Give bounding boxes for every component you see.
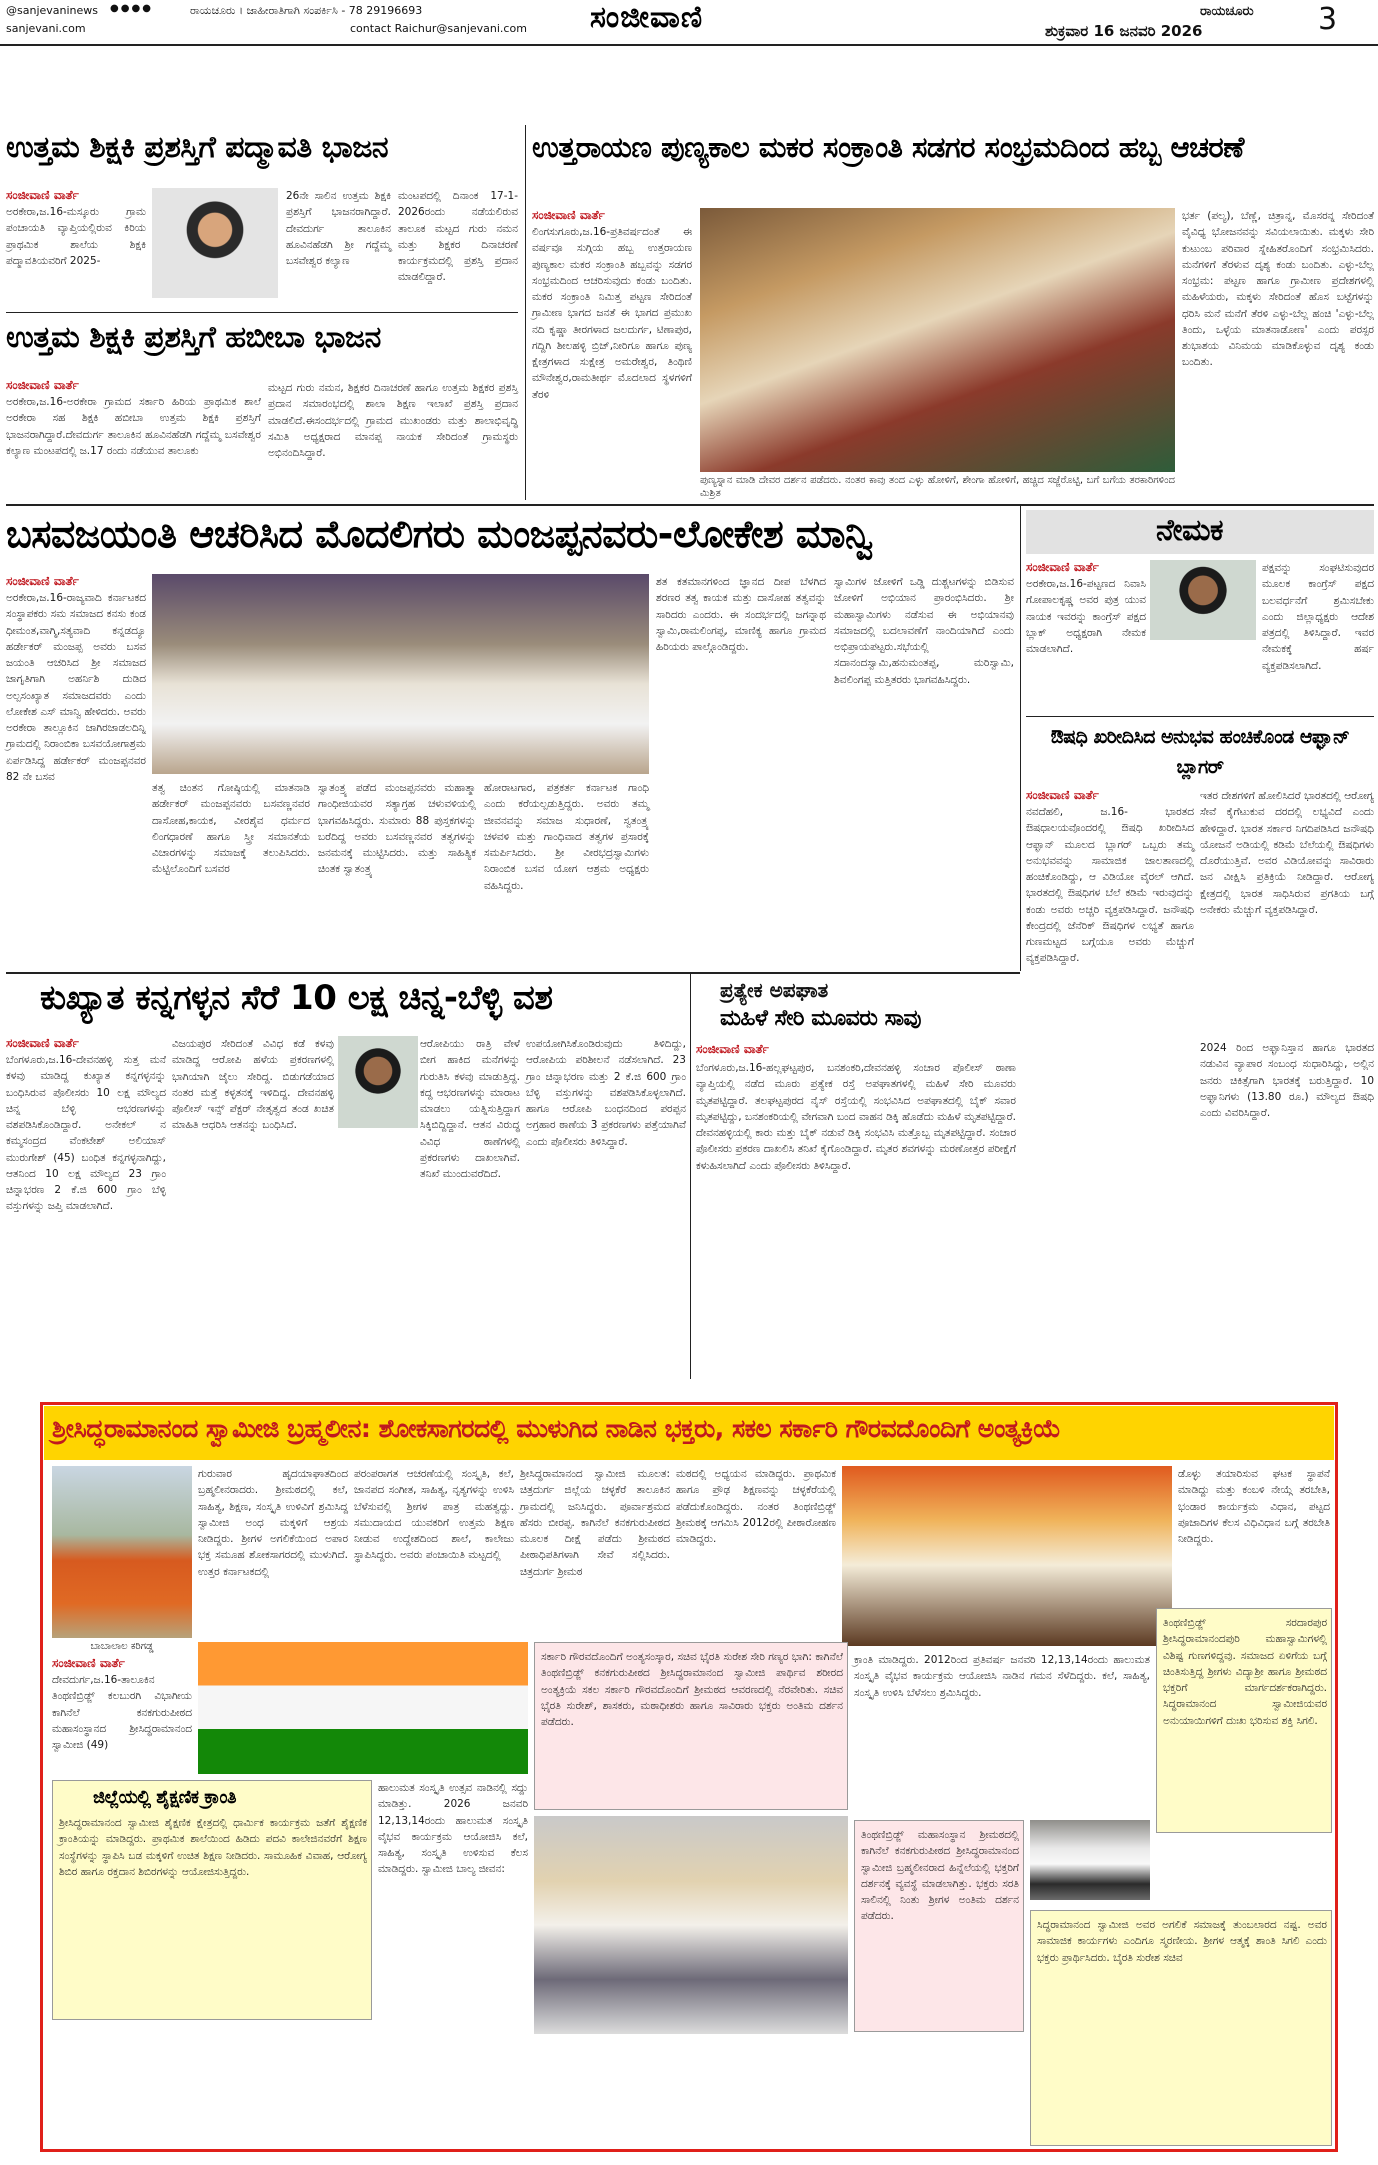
apaghata-kicker: ಪ್ರತ್ಯೇಕ ಅಪಘಾತ — [720, 978, 829, 1002]
article-text: ಬೆಂಗಳೂರು,ಜ.16-ದೇವನಹಳ್ಳಿ ಸುತ್ತ ಮನೆ ಕಳವು ಮಾಡಿದ್ದ ಕುಖ್ಯಾತ ಕನ್ನಗಳ್ಳನನ್ನು ಬಂಧಿಸಿರುವ ಪೊಲೀಸರು 10 ಲಕ್ಷ ಮೌಲ್ಯದ ಚಿನ್ನ ಬೆಳ್ಳಿ ಆಭರಣಗಳನ್ನು ವಶಪಡಿಸಿಕೊಂಡಿದ್ದಾರೆ. ಅನೇಕಲ್ ನ ಕಮ್ಮಸಂದ್ರದ ವೆಂಕಟೇಶ್ ಅಲಿಯಾಸ್ ಮುರುಗೇಶ್ (45) ಬಂಧಿತ ಕನ್ನಗಳ್ಳನಾಗಿದ್ದು, ಆತನಿಂದ 10 ಲಕ್ಷ ಮೌಲ್ಯದ 23 ಗ್ರಾಂ ಚಿನ್ನಾಭರಣ 2 ಕೆ.ಜಿ 600 ಗ್ರಾಂ ಬೆಳ್ಳಿ ವಸ್ತುಗಳನ್ನು ಜಪ್ತಿ ಮಾಡಲಾಗಿದೆ. — [6, 1054, 166, 1213]
article-text: ಸಿದ್ಧರಾಮಾನಂದ ಸ್ವಾಮೀಜಿ ಅವರ ಅಗಲಿಕೆ ಸಮಾಜಕ್ಕೆ ತುಂಬಲಾರದ ನಷ್ಟ. ಅವರ ಸಾಮಾಜಿಕ ಕಾರ್ಯಗಳು ಎಂದಿಗೂ ಸ್ಮರಣೀಯ. ಶ್ರೀಗಳ ಆತ್ಮಕ್ಕೆ ಶಾಂತಿ ಸಿಗಲಿ ಎಂದು ಭಕ್ತರು ಪ್ರಾರ್ಥಿಸಿದರು. ಬೈರತಿ ಸುರೇಶ ಸಚಿವ — [1037, 1919, 1327, 1964]
article-text: ಪರಂಪರಾಗತ ಆಚರಣೆಯಲ್ಲಿ ಸಂಸ್ಕೃತಿ, ಕಲೆ, ಜಾನಪದ ಸಂಗೀತ, ಸಾಹಿತ್ಯ, ನೃತ್ಯಗಳನ್ನು ಉಳಿಸಿ ಬೆಳೆಸುವಲ್ಲಿ ಶ್ರೀಗಳ ಪಾತ್ರ ಮಹತ್ವದ್ದು. ಸಮುದಾಯದ ಯುವಕರಿಗೆ ಉತ್ತಮ ಶಿಕ್ಷಣ ನೀಡುವ ಉದ್ದೇಶದಿಂದ ಶಾಲೆ, ಕಾಲೇಜು ಸ್ಥಾಪಿಸಿದ್ದರು. ಅವರು ಪಂಚಾಯಿತಿ ಮಟ್ಟದಲ್ಲಿ — [354, 1468, 514, 1562]
article-text: ಅರಕೇರಾ,ಜ.16-ರಾಜ್ಯವಾದಿ ಕರ್ನಾಟಕದ ಸಂಸ್ಥಾಪಕರು ಸಮ ಸಮಾಜದ ಕನಸು ಕಂಡ ಧೀಮಂತ,ವಾಗ್ಮಿ,ಸತ್ಯವಾದಿ ಕನ್ನಡದ್ಯೂ ಹರ್ಡೇಕರ್ ಮಂಜಪ್ಪ ಅವರು ಬಸವ ಜಯಂತಿ ಆಚರಿಸಿದ ಶ್ರೀ ಸಮಾಜದ ಜಾಗೃತಿಗಾಗಿ ಅಹರ್ನಿಶಿ ದುಡಿದ ಅಲ್ಪಸಂಖ್ಯಾತ ಸಮಾಜದವರು ಎಂದು ಲೋಕೇಶ ಎಸ್ ಮಾನ್ವಿ ಹೇಳಿದರು. ಅವರು ಅರಕೇರಾ ತಾಲ್ಲೂಕಿನ ಜಾಗಿರಜಾಡಲದಿನ್ನಿ ಗ್ರಾಮದಲ್ಲಿ ನಿರಾಂಬಿಕಾ ಬಸವಯೋಗಾಶ್ರಮ ಏರ್ಪಡಿಸಿದ್ದ ಹರ್ಡೇಕರ್ ಮಂಜಪ್ಪನವರ 82 ನೇ ಬಸವ — [6, 592, 146, 783]
article-text: ಪಕ್ಷವನ್ನು ಸಂಘಟಿಸುವುದರ ಮೂಲಕ ಕಾಂಗ್ರೆಸ್ ಪಕ್ಷದ ಬಲವರ್ಧನೆಗೆ ಶ್ರಮಿಸಬೇಕು ಎಂದು ಜಿಲ್ಲಾಧ್ಯಕ್ಷರು ಆದೇಶ ಪತ್ರದಲ್ಲಿ ತಿಳಿಸಿದ್ದಾರೆ. ಇವರ ನೇಮಕಕ್ಕೆ ಹರ್ಷ ವ್ಯಕ್ತಪಡಿಸಲಾಗಿದೆ. — [1262, 562, 1374, 672]
article-text: ಸರ್ಕಾರಿ ಗೌರವದೊಂದಿಗೆ ಅಂತ್ಯಸಂಸ್ಕಾರ, ಸಚಿವ ಭೈರತಿ ಸುರೇಶ ಸೇರಿ ಗಣ್ಯರ ಭಾಗಿ: ಕಾಗಿನೆಲೆ ತಿಂಥಣಿಬ್ರಿಡ್ಜ್ ಕನಕಗುರುಪೀಠದ ಶ್ರೀಸಿದ್ಧರಾಮಾನಂದ ಸ್ವಾಮೀಜಿ ಪಾರ್ಥಿವ ಶರೀರದ ಅಂತ್ಯಕ್ರಿಯೆ ಸಕಲ ಸರ್ಕಾರಿ ಗೌರವದೊಂದಿಗೆ ಶ್ರೀಮಠದ ಆವರಣದಲ್ಲಿ ನೆರವೇರಿತು. ಸಚಿವ ಭೈರತಿ ಸುರೇಶ್, ಶಾಸಕರು, ಮಠಾಧೀಶರು ಹಾಗೂ ಸಾವಿರಾರು ಭಕ್ತರು ಅಂತಿಮ ದರ್ಶನ ಪಡೆದರು. — [541, 1651, 843, 1729]
website: sanjevani.com — [6, 22, 86, 35]
social-icons — [110, 3, 153, 14]
article-text: ತಿಂಥಣಿಬ್ರಿಡ್ಜ್ ಸರದಾರಪುರ ಶ್ರೀಸಿದ್ಧರಾಮಾನಂದಪುರಿ ಮಹಾಸ್ವಾಮಿಗಳಲ್ಲಿ ವಿಶಿಷ್ಟ ಗುಣಗಳಿದ್ದವು. ಸಮಾಜದ ಏಳಿಗೆಯ ಬಗ್ಗೆ ಚಿಂತಿಸುತ್ತಿದ್ದ ಶ್ರೀಗಳು ವಿದ್ಯಾಶ್ರೀ ಹಾಗೂ ಶ್ರೀಮಠದ ಭಕ್ತರಿಗೆ ಮಾರ್ಗದರ್ಶಕರಾಗಿದ್ದರು. ಸಿದ್ಧರಾಮಾನಂದ ಸ್ವಾಮೀಜಿಯವರ ಅನುಯಾಯಿಗಳಿಗೆ ದುಃಖ ಭರಿಸುವ ಶಕ್ತಿ ಸಿಗಲಿ. — [1163, 1617, 1327, 1727]
article-text: ಅರಕೇರಾ,ಜ.16-ಅರಕೇರಾ ಗ್ರಾಮದ ಸರ್ಕಾರಿ ಹಿರಿಯ ಪ್ರಾಥಮಿಕ ಶಾಲೆ ಅರಕೇರಾ ಸಹ ಶಿಕ್ಷಕಿ ಹಬೀಬಾ ಉತ್ತಮ ಶಿಕ್ಷಕಿ ಪ್ರಶಸ್ತಿಗೆ ಭಾಜನರಾಗಿದ್ದಾರೆ.ದೇವದುರ್ಗ ತಾಲೂಕಿನ ಹೂವಿನಹೆಡಗಿ ಗದ್ದೆಮ್ಮ ಬಸವೇಶ್ವರ ಕಲ್ಯಾಣ ಮಂಟಪದಲ್ಲಿ ಜ.17 ರಂದು ನಡೆಯುವ ತಾಲೂಕು — [6, 396, 261, 457]
byline: ಸಂಜೀವಾಣಿ ವಾರ್ತೆ — [52, 1656, 125, 1670]
masthead — [0, 0, 1378, 120]
article-text: ಇತರ ದೇಶಗಳಿಗೆ ಹೋಲಿಸಿದರೆ ಭಾರತದಲ್ಲಿ ಆರೋಗ್ಯ ಸೇವೆ ಕೈಗೆಟುಕುವ ದರದಲ್ಲಿ ಲಭ್ಯವಿದೆ ಎಂದು ಹೇಳಿದ್ದಾರೆ. ಭಾರತ ಸರ್ಕಾರ ನಿಗದಿಪಡಿಸಿದ ಜನೌಷಧಿ ಯೋಜನೆ ಅಡಿಯಲ್ಲಿ ಕಡಿಮೆ ಬೆಲೆಯಲ್ಲಿ ಔಷಧಿಗಳು ದೊರೆಯುತ್ತಿವೆ. ಅವರ ವಿಡಿಯೋವನ್ನು ಸಾವಿರಾರು ಜನ ವೀಕ್ಷಿಸಿ ಪ್ರತಿಕ್ರಿಯೆ ನೀಡಿದ್ದಾರೆ. ಆರೋಗ್ಯ ಕ್ಷೇತ್ರದಲ್ಲಿ ಭಾರತ ಸಾಧಿಸಿರುವ ಪ್ರಗತಿಯ ಬಗ್ಗೆ ಅನೇಕರು ಮೆಚ್ಚುಗೆ ವ್ಯಕ್ತಪಡಿಸಿದ್ದಾರೆ. — [1200, 790, 1374, 916]
article-text: ಶತ ಕತಮಾನಗಳಿಂದ ಜ್ಞಾನದ ದೀಪ ಬೆಳಗಿದ ಶರಣರ ತತ್ವ ಕಾಯಕ ಮತ್ತು ದಾಸೋಹ ತತ್ವವನ್ನು ಸಾರಿದರು ಎಂದರು. ಈ ಸಂದರ್ಭದಲ್ಲಿ ಜಗನ್ನಾಥ ಸ್ವಾಮಿ,ರಾಮಲಿಂಗಪ್ಪ, ಮಾಣಿಕ್ಯ ಹಾಗೂ ಗ್ರಾಮದ ಹಿರಿಯರು ಪಾಲ್ಗೊಂಡಿದ್ದರು. — [656, 576, 826, 654]
article-text: ಶ್ರೀಸಿದ್ಧರಾಮಾನಂದ ಸ್ವಾಮೀಜಿ ಶೈಕ್ಷಣಿಕ ಕ್ಷೇತ್ರದಲ್ಲಿ ಧಾರ್ಮಿಕ ಕಾರ್ಯಕ್ರಮ ಜತೆಗೆ ಶೈಕ್ಷಣಿಕ ಕ್ರಾಂತಿಯನ್ನು ಮಾಡಿದ್ದರು. ಪ್ರಾಥಮಿಕ ಶಾಲೆಯಿಂದ ಹಿಡಿದು ಪದವಿ ಕಾಲೇಜಿನವರೆಗೆ ಶಿಕ್ಷಣ ಸಂಸ್ಥೆಗಳನ್ನು ಸ್ಥಾಪಿಸಿ ಬಡ ಮಕ್ಕಳಿಗೆ ಉಚಿತ ಶಿಕ್ಷಣ ನೀಡಿದರು. ಸಾಮೂಹಿಕ ವಿವಾಹ, ಆರೋಗ್ಯ ಶಿಬಿರ ಹಾಗೂ ರಕ್ತದಾನ ಶಿಬಿರಗಳನ್ನು ಆಯೋಜಿಸುತ್ತಿದ್ದರು. — [59, 1817, 367, 1878]
divider — [6, 504, 1374, 506]
article-text: ಸ್ವಾಮಿಗಳ ಜೋಳಿಗೆ ಒಡ್ಡಿ ದುಶ್ಚಟಗಳನ್ನು ಬಿಡಿಸುವ ಜೋಳಿಗೆ ಅಭಿಯಾನ ಪ್ರಾರಂಭಿಸಿದರು. ಶ್ರೀ ಮಹಾಸ್ವಾಮಿಗಳು ನಡೆಸುವ ಈ ಅಭಿಯಾನವು ಸಮಾಜದಲ್ಲಿ ಬದಲಾವಣೆಗೆ ನಾಂದಿಯಾಗಿದೆ ಎಂದು ಅಭಿಪ್ರಾಯಪಟ್ಟರು.ಸಭೆಯಲ್ಲಿ ಸದಾನಂದಸ್ವಾಮಿ,ಹನುಮಂತಪ್ಪ, ಮರಿಸ್ವಾಮಿ, ಶಿವಲಿಂಗಪ್ಪ ಮತ್ತಿತರರು ಭಾಗವಹಿಸಿದ್ದರು. — [834, 576, 1014, 686]
photo-devotees — [1030, 1820, 1150, 1900]
issue-date: ಶುಕ್ರವಾರ 16 ಜನವರಿ 2026 — [1045, 22, 1203, 40]
ads-contact: ರಾಯಚೂರು । ಜಾಹೀರಾತಿಗಾಗಿ ಸಂಪರ್ಕಿಸಿ - 78 29196693 — [190, 4, 423, 17]
article-text: ಆರೋಪಿಯು ರಾತ್ರಿ ವೇಳೆ ಬೀಗ ಹಾಕಿದ ಮನೆಗಳನ್ನು ಗುರುತಿಸಿ ಕಳವು ಮಾಡುತ್ತಿದ್ದ. ಕದ್ದ ಆಭರಣಗಳನ್ನು ಮಾರಾಟ ಮಾಡಲು ಯತ್ನಿಸುತ್ತಿದ್ದಾಗ ಸಿಕ್ಕಿಬಿದ್ದಿದ್ದಾನೆ. ಆತನ ವಿರುದ್ಧ ವಿವಿಧ ಠಾಣೆಗಳಲ್ಲಿ ಪ್ರಕರಣಗಳು ದಾಖಲಾಗಿವೆ. ತನಿಖೆ ಮುಂದುವರೆದಿದೆ. — [420, 1038, 520, 1181]
headline-basava: ಬಸವಜಯಂತಿ ಆಚರಿಸಿದ ಮೊದಲಿಗರು ಮಂಜಪ್ಪನವರು-ಲೋಕೇಶ ಮಾನ್ವಿ — [6, 512, 873, 556]
article-text: ಸ್ವಾತಂತ್ರ್ಯ ಪಡೆದ ಮಂಜಪ್ಪನವರು ಮಹಾತ್ಮಾ ಗಾಂಧೀಜಿಯವರ ಸತ್ಯಾಗ್ರಹ ಚಳುವಳಿಯಲ್ಲಿ ಭಾಗವಹಿಸಿದ್ದರು. ಸುಮಾರು 88 ಪುಸ್ತಕಗಳನ್ನು ಬರೆದಿದ್ದ ಅವರು ಬಸವಣ್ಣನವರ ತತ್ವಗಳನ್ನು ಜನಮನಕ್ಕೆ ಮುಟ್ಟಿಸಿದರು. ಮತ್ತು ಸಾಹಿತ್ಯಿಕ ಚಿಂತಕ ಸ್ವಾತಂತ್ರ್ಯ — [318, 782, 476, 876]
article-text: ದೇವದುರ್ಗ,ಜ.16-ತಾಲೂಕಿನ ತಿಂಥಣಿಬ್ರಿಡ್ಜ್ ಕಲಬುರಗಿ ವಿಭಾಗೀಯ ಕಾಗಿನೆಲೆ ಕನಕಗುರುಪೀಠದ ಮಹಾಸಂಸ್ಥಾನದ ಶ್ರೀಸಿದ್ಧರಾಮಾನಂದ ಸ್ವಾಮೀಜಿ (49) — [52, 1674, 192, 1752]
headline-padmavathi: ಉತ್ತಮ ಶಿಕ್ಷಕಿ ಪ್ರಶಸ್ತಿಗೆ ಪದ್ಮಾವತಿ ಭಾಜನ — [6, 130, 389, 165]
social-handle: @sanjevaninews — [6, 4, 99, 17]
article-text: ಹೋರಾಟಗಾರ, ಪತ್ರಕರ್ತ ಕರ್ನಾಟಕ ಗಾಂಧಿ ಎಂದು ಕರೆಯಲ್ಪಡುತ್ತಿದ್ದರು. ಅವರು ತಮ್ಮ ಜೀವನವನ್ನು ಸಮಾಜ ಸುಧಾರಣೆ, ಸ್ವತಂತ್ರ್ಯ ಚಳವಳಿ ಮತ್ತು ಗಾಂಧಿವಾದ ತತ್ವಗಳ ಪ್ರಸಾರಕ್ಕೆ ಸಮರ್ಪಿಸಿದರು. ಶ್ರೀ ವೀರಭದ್ರಸ್ವಾಮಿಗಳು ನಿರಾಂಬಿಕ ಬಸವ ಯೋಗ ಆಶ್ರಮ ಅಧ್ಯಕ್ಷರು ವಹಿಸಿದ್ದರು. — [484, 782, 649, 892]
divider — [6, 972, 1020, 974]
article-text: 2024 ರಿಂದ ಅಫ್ಘಾನಿಸ್ತಾನ ಹಾಗೂ ಭಾರತದ ನಡುವಿನ ವ್ಯಾಪಾರ ಸಂಬಂಧ ಸುಧಾರಿಸಿದ್ದು, ಅಲ್ಲಿನ ಜನರು ಚಿಕಿತ್ಸೆಗಾಗಿ ಭಾರತಕ್ಕೆ ಬರುತ್ತಿದ್ದಾರೆ. 10 ಅಫ್ಘಾನಿಗಳು (13.80 ರೂ.) ಮೌಲ್ಯದ ಔಷಧಿ ಎಂದು ವಿವರಿಸಿದ್ದಾರೆ. — [1200, 1042, 1374, 1120]
photo-ceremony — [842, 1466, 1172, 1646]
column-divider — [690, 974, 691, 1379]
byline: ಸಂಜೀವಾಣಿ ವಾರ್ತೆ — [1026, 560, 1099, 574]
article-text: ತಿಂಥಣಿಬ್ರಿಡ್ಜ್ ಮಹಾಸಂಸ್ಥಾನ ಶ್ರೀಮಠದಲ್ಲಿ ಕಾಗಿನೆಲೆ ಕನಕಗುರುಪೀಠದ ಶ್ರೀಸಿದ್ಧರಾಮಾನಂದ ಸ್ವಾಮೀಜಿ ಬ್ರಹ್ಮಲೀನರಾದ ಹಿನ್ನೆಲೆಯಲ್ಲಿ ಭಕ್ತರಿಗೆ ದರ್ಶನಕ್ಕೆ ವ್ಯವಸ್ಥೆ ಮಾಡಲಾಗಿತ್ತು. ಭಕ್ತರು ಸರತಿ ಸಾಲಿನಲ್ಲಿ ನಿಂತು ಶ್ರೀಗಳ ಅಂತಿಮ ದರ್ಶನ ಪಡೆದರು. — [861, 1829, 1019, 1923]
column-divider — [1020, 506, 1021, 971]
special-banner-title: ಶ್ರೀಸಿದ್ಧರಾಮಾನಂದ ಸ್ವಾಮೀಜಿ ಬ್ರಹ್ಮಲೀನ: ಶೋಕಸಾಗರದಲ್ಲಿ ಮುಳುಗಿದ ನಾಡಿನ ಭಕ್ತರು, ಸಕಲ ಸರ್ಕಾರಿ ಗೌರವದೊಂದಿಗೆ ಅಂತ್ಯಕ್ರಿಯೆ — [52, 1414, 1061, 1443]
nemaka-header — [1026, 510, 1374, 554]
article-text: ಲಿಂಗಸುಗೂರು,ಜ.16-ಪ್ರತಿವರ್ಷದಂತೆ ಈ ವರ್ಷವೂ ಸುಗ್ಗಿಯ ಹಬ್ಬ ಉತ್ತರಾಯಣ ಪುಣ್ಯಕಾಲ ಮಕರ ಸಂಕ್ರಾಂತಿ ಹಬ್ಬವನ್ನು ಸಡಗರ ಸಂಭ್ರಮದಿಂದ ಆಚರಿಸುವುದು ಕಂಡು ಬಂದಿತು. ಮಕರ ಸಂಕ್ರಾಂತಿ ನಿಮಿತ್ತ ಪಟ್ಟಣ ಸೇರಿದಂತೆ ಗ್ರಾಮೀಣ ಭಾಗದ ಜನತೆ ಈ ಭಾಗದ ಪ್ರಮುಖ ನದಿ ಕೃಷ್ಣಾ ತೀರಗಳಾದ ಜಲದುರ್ಗ, ಟಿಣಾಪುರ, ಗದ್ದಿಗಿ ಶೀಲಹಳ್ಳಿ ಬ್ರಿಜ್,ನೀರಿಗೂ ಹಾಗೂ ಪುಣ್ಯ ಕ್ಷೇತ್ರಗಳಾದ ಸುಕ್ಷೇತ್ರ ಅಮರೇಶ್ವರ, ತಿಂಥಿಣಿ ಮೌನೇಶ್ವರ,ರಾಮತೀರ್ಥ ಮೊದಲಾದ ಸ್ಥಳಗಳಿಗೆ ತೆರಳಿ — [532, 226, 692, 401]
special-banner — [44, 1406, 1334, 1460]
photo-basava-event — [152, 574, 649, 774]
article-text: ಭರ್ತ (ಪಲ್ಯ), ಬೆಣ್ಣೆ, ಚಿತ್ರಾನ್ನ, ಮೊಸರನ್ನ ಸೇರಿದಂತೆ ವೈವಿಧ್ಯ ಭೋಜನವನ್ನು ಸವಿಯಲಾಯಿತು. ಮಕ್ಕಳು ಸೇರಿ ಕುಟುಂಬ ಪರಿವಾರ ಸ್ನೇಹಿತರೊಂದಿಗೆ ಸಂಭ್ರಮಿಸಿದರು. ಮನೆಗಳಿಗೆ ತೆರಳುವ ದೃಶ್ಯ ಕಂಡು ಬಂದಿತು. ಎಳ್ಳು-ಬೆಲ್ಲ ಸಂಭ್ರಮ: ಪಟ್ಟಣ ಹಾಗೂ ಗ್ರಾಮೀಣ ಪ್ರದೇಶಗಳಲ್ಲಿ ಮಹಿಳೆಯರು, ಮಕ್ಕಳು ಸೇರಿದಂತೆ ಹೊಸ ಬಟ್ಟೆಗಳನ್ನು ಧರಿಸಿ ಮನೆ ಮನೆಗೆ ತೆರಳಿ ಎಳ್ಳು-ಬೆಲ್ಲ ಹಂಚಿ 'ಎಳ್ಳು-ಬೆಲ್ಲ ತಿಂದು, ಒಳ್ಳೆಯ ಮಾತನಾಡೋಣ' ಎಂದು ಪರಸ್ಪರ ಶುಭಾಶಯ ವಿನಿಮಯ ಮಾಡಿಕೊಳ್ಳುವ ದೃಶ್ಯ ಕಂಡು ಬಂದಿತು. — [1182, 210, 1374, 369]
article-text: ಮಂಟಪದಲ್ಲಿ ದಿನಾಂಕ 17-1-2026ರಂದು ನಡೆಯಲಿರುವ ತಾಲೂಕ ಮಟ್ಟದ ಗುರು ನಮನ ಮತ್ತು ಶಿಕ್ಷಕರ ದಿನಾಚರಣೆ ಕಾರ್ಯಕ್ರಮದಲ್ಲಿ ಪ್ರಶಸ್ತಿ ಪ್ರದಾನ ಮಾಡಲಿದ್ದಾರೆ. — [398, 190, 518, 284]
byline: ಸಂಜೀವಾಣಿ ವಾರ್ತೆ — [1026, 788, 1099, 802]
article-text: ಕ್ರಾಂತಿ ಮಾಡಿದ್ದರು. 2012ರಿಂದ ಪ್ರತಿವರ್ಷ ಜನವರಿ 12,13,14ರಂದು ಹಾಲುಮತ ಸಂಸ್ಕೃತಿ ವೈಭವ ಕಾರ್ಯಕ್ರಮ ಆಯೋಜಿಸಿ ನಾಡಿನ ಗಮನ ಸೆಳೆದಿದ್ದರು. ಕಲೆ, ಸಾಹಿತ್ಯ, ಸಂಸ್ಕೃತಿ ಉಳಿಸಿ ಬೆಳೆಸಲು ಶ್ರಮಿಸಿದ್ದರು. — [854, 1654, 1150, 1699]
photo-swamiji — [52, 1466, 192, 1638]
headline-habiba: ಉತ್ತಮ ಶಿಕ್ಷಕಿ ಪ್ರಶಸ್ತಿಗೆ ಹಬೀಬಾ ಭಾಜನ — [6, 320, 381, 355]
photo-procession — [534, 1816, 848, 2034]
city: ರಾಯಚೂರು — [1200, 4, 1254, 19]
byline: ಸಂಜೀವಾಣಿ ವಾರ್ತೆ — [532, 208, 605, 222]
headline-apaghata: ಮಹಿಳೆ ಸೇರಿ ಮೂವರು ಸಾವು — [720, 1006, 921, 1031]
photo-caption: ಬಾಬಾಲಾಲ ಕರಿಗಡ್ಡ — [90, 1641, 154, 1652]
photo-sankranti — [700, 208, 1175, 472]
youtube-icon: ● — [131, 3, 143, 14]
section-title: ನೇಮಕ — [1156, 513, 1224, 548]
article-text: ಡೊಳ್ಳು ತಯಾರಿಸುವ ಘಟಕ ಸ್ಥಾಪನೆ ಮಾಡಿದ್ದು ಮತ್ತು ಕಂಬಳಿ ನೇಯ್ಗೆ ತರಬೇತಿ, ಭಂಡಾರ ಕಾರ್ಯಕ್ರಮ ವಿಧಾನ, ಪಟ್ಟದ ಪೂಜಾದಿಗಳ ಕೆಲಸ ವಿಧಿವಿಧಾನ ಬಗ್ಗೆ ತರಬೇತಿ ನೀಡಿದ್ದರು. — [1178, 1468, 1330, 1546]
education-title: ಜಿಲ್ಲೆಯಲ್ಲಿ ಶೈಕ್ಷಣಿಕ ಕ್ರಾಂತಿ — [93, 1787, 237, 1808]
photo-accused — [338, 1036, 418, 1128]
byline: ಸಂಜೀವಾಣಿ ವಾರ್ತೆ — [6, 1036, 79, 1050]
article-text: ಅರಕೇರಾ,ಜ.16-ಪಟ್ಟಣದ ನಿವಾಸಿ ಗೋಪಾಲಕೃಷ್ಣ ಅವರ ಪುತ್ರ ಯುವ ನಾಯಕ ಇವರನ್ನು ಕಾಂಗ್ರೆಸ್ ಪಕ್ಷದ ಬ್ಲಾಕ್ ಅಧ್ಯಕ್ಷರಾಗಿ ನೇಮಕ ಮಾಡಲಾಗಿದೆ. — [1026, 578, 1146, 656]
page-number: 3 — [1318, 2, 1338, 37]
darshan-box — [854, 1820, 1024, 2032]
headline-kukhyata: ಕುಖ್ಯಾತ ಕನ್ನಗಳ್ಳನ ಸೆರೆ 10 ಲಕ್ಷ ಚಿನ್ನ-ಬೆಳ್ಳಿ ವಶ — [40, 978, 553, 1018]
article-text: ಮಠದಲ್ಲಿ ಅಧ್ಯಯನ ಮಾಡಿದ್ದರು. ಪ್ರಾಥಮಿಕ ಹಾಗೂ ಪ್ರೌಢ ಶಿಕ್ಷಣವನ್ನು ಚಳ್ಳಕೆರೆಯಲ್ಲಿ ಪಡೆದುಕೊಂಡಿದ್ದರು. ನಂತರ ತಿಂಥಣಿಬ್ರಿಡ್ಜ್ ಶ್ರೀಮಠಕ್ಕೆ ಆಗಮಿಸಿ 2012ರಲ್ಲಿ ಪೀಠಾರೋಹಣ ಮಾಡಿದ್ದರು. — [676, 1468, 836, 1546]
article-text: ವಿಜಯಪುರ ಸೇರಿದಂತೆ ವಿವಿಧ ಕಡೆ ಕಳವು ಮಾಡಿದ್ದ ಆರೋಪಿ ಹಳೆಯ ಪ್ರಕರಣಗಳಲ್ಲಿ ಭಾಗಿಯಾಗಿ ಜೈಲು ಸೇರಿದ್ದ. ಬಿಡುಗಡೆಯಾದ ನಂತರ ಮತ್ತೆ ಕಳ್ಳತನಕ್ಕೆ ಇಳಿದಿದ್ದ. ದೇವನಹಳ್ಳಿ ಪೊಲೀಸ್ ಇನ್ಸ್ ಪೆಕ್ಟರ್ ನೇತೃತ್ವದ ತಂಡ ಖಚಿತ ಮಾಹಿತಿ ಆಧರಿಸಿ ಆತನನ್ನು ಬಂಧಿಸಿದೆ. — [172, 1038, 334, 1132]
article-text: ತತ್ವ ಚಿಂತನ ಗೋಷ್ಠಿಯಲ್ಲಿ ಮಾತನಾಡಿ ಹರ್ಡೇಕರ್ ಮಂಜಪ್ಪನವರು ಬಸವಣ್ಣನವರ ದಾಸೋಹ,ಕಾಯಕ, ವೀರಶೈವ ಧರ್ಮದ ಲಿಂಗಧಾರಣೆ ಹಾಗೂ ಸ್ತ್ರೀ ಸಮಾನತೆಯ ವಿಚಾರಗಳನ್ನು ಸಮಾಜಕ್ಕೆ ತಲುಪಿಸಿದರು. ಮೆಟ್ಟಿಲೊಂದಿಗೆ ಬಸವರ — [152, 782, 310, 876]
twitter-icon: ● — [142, 3, 153, 14]
byline: ಸಂಜೀವಾಣಿ ವಾರ್ತೆ — [6, 378, 79, 392]
divider — [1026, 716, 1374, 717]
article-text: ಅರಕೇರಾ,ಜ.16-ಮಸ್ಕೂರು ಗ್ರಾಮ ಪಂಚಾಯತಿ ವ್ಯಾಪ್ತಿಯಲ್ಲಿರುವ ಕಿರಿಯ ಪ್ರಾಥಮಿಕ ಶಾಲೆಯ ಶಿಕ್ಷಕಿ ಪದ್ಮಾವತಿಯವರಿಗೆ 2025- — [6, 206, 146, 267]
condolence-box — [1030, 1910, 1332, 2146]
photo-flag-draped — [198, 1642, 528, 1774]
masthead-rule — [0, 44, 1378, 46]
divider — [6, 312, 518, 313]
photo-nemaka — [1150, 560, 1256, 640]
contact-email: contact Raichur@sanjevani.com — [350, 22, 527, 35]
article-text: ಹಾಲುಮತ ಸಂಸ್ಕೃತಿ ಉತ್ಸವ ನಾಡಿನಲ್ಲಿ ಸದ್ದು ಮಾಡಿತ್ತು. 2026 ಜನವರಿ 12,13,14ರಂದು ಹಾಲುಮತ ಸಂಸ್ಕೃತಿ ವೈಭವ ಕಾರ್ಯಕ್ರಮ ಆಯೋಜಿಸಿ ಕಲೆ, ಸಾಹಿತ್ಯ, ಸಂಸ್ಕೃತಿ ಉಳಿಸುವ ಕೆಲಸ ಮಾಡಿದ್ದರು. ಸ್ವಾಮೀಜಿ ಬಾಲ್ಯ ಜೀವನ: — [378, 1782, 528, 1876]
headline-sankranti: ಉತ್ತರಾಯಣ ಪುಣ್ಯಕಾಲ ಮಕರ ಸಂಕ್ರಾಂತಿ ಸಡಗರ ಸಂಭ್ರಮದಿಂದ ಹಬ್ಬ ಆಚರಣೆ — [532, 130, 1244, 164]
article-text: ನವದೆಹಲಿ, ಜ.16- ಭಾರತದ ಔಷಧಾಲಯವೊಂದರಲ್ಲಿ ಔಷಧಿ ಖರೀದಿಸಿದ ಆಫ್ಘಾನ್ ಮೂಲದ ಬ್ಲಾಗರ್ ಒಬ್ಬರು ತಮ್ಮ ಅನುಭವವನ್ನು ಸಾಮಾಜಿಕ ಜಾಲತಾಣದಲ್ಲಿ ಹಂಚಿಕೊಂಡಿದ್ದು, ಆ ವಿಡಿಯೋ ವೈರಲ್ ಆಗಿದೆ. ಭಾರತದಲ್ಲಿ ಔಷಧಿಗಳ ಬೆಲೆ ಕಡಿಮೆ ಇರುವುದನ್ನು ಕಂಡು ಅವರು ಅಚ್ಚರಿ ವ್ಯಕ್ತಪಡಿಸಿದ್ದಾರೆ. ಜನೌಷಧಿ ಕೇಂದ್ರದಲ್ಲಿ ಜೆನೆರಿಕ್ ಔಷಧಿಗಳ ಲಭ್ಯತೆ ಹಾಗೂ ಗುಣಮಟ್ಟದ ಬಗ್ಗೆಯೂ ಅವರು ಮೆಚ್ಚುಗೆ ವ್ಯಕ್ತಪಡಿಸಿದ್ದಾರೆ. — [1026, 806, 1194, 965]
instagram-icon: ● — [120, 3, 132, 14]
article-text: ಗುರುವಾರ ಹೃದಯಾಘಾತದಿಂದ ಬ್ರಹ್ಮಲೀನರಾದರು. ಶ್ರೀಮಠದಲ್ಲಿ ಕಲೆ, ಸಾಹಿತ್ಯ, ಶಿಕ್ಷಣ, ಸಂಸ್ಕೃತಿ ಉಳಿವಿಗೆ ಶ್ರಮಿಸಿದ್ದ ಸ್ವಾಮೀಜಿ ಅಂಧ ಮಕ್ಕಳಿಗೆ ಆಶ್ರಯ ನೀಡಿದ್ದರು. ಶ್ರೀಗಳ ಅಗಲಿಕೆಯಿಂದ ಅಪಾರ ಭಕ್ತ ಸಮೂಹ ಶೋಕಸಾಗರದಲ್ಲಿ ಮುಳುಗಿದೆ. ಉತ್ತರ ಕರ್ನಾಟಕದಲ್ಲಿ — [198, 1468, 348, 1578]
byline: ಸಂಜೀವಾಣಿ ವಾರ್ತೆ — [696, 1042, 769, 1056]
facebook-icon: ● — [110, 3, 121, 14]
byline: ಸಂಜೀವಾಣಿ ವಾರ್ತೆ — [6, 188, 79, 202]
byline: ಸಂಜೀವಾಣಿ ವಾರ್ತೆ — [6, 574, 79, 588]
article-text: ಶ್ರೀಸಿದ್ಧರಾಮಾನಂದ ಸ್ವಾಮೀಜಿ ಮೂಲತ: ಚಿತ್ರದುರ್ಗ ಜಿಲ್ಲೆಯ ಚಳ್ಳಕೆರೆ ತಾಲೂಕಿನ ಗ್ರಾಮದಲ್ಲಿ ಜನಿಸಿದ್ದರು. ಪೂರ್ವಾಶ್ರಮದ ಹೆಸರು ಬೀರಪ್ಪ. ಕಾಗಿನೆಲೆ ಕನಕಗುರುಪೀಠದ ಮೂಲಕ ದೀಕ್ಷೆ ಪಡೆದು ಶ್ರೀಮಠದ ಪೀಠಾಧಿಪತಿಗಳಾಗಿ ಸೇವೆ ಸಲ್ಲಿಸಿದರು. ಚಿತ್ರದುರ್ಗ ಶ್ರೀಮಠ — [520, 1468, 670, 1578]
article-text: ಉಪಯೋಗಿಸಿಕೊಂಡಿರುವುದು ತಿಳಿದಿದ್ದು, ಆರೋಪಿಯ ಪರಿಶೀಲನೆ ನಡೆಸಲಾಗಿದೆ. 23 ಗ್ರಾಂ ಚಿನ್ನಾಭರಣ ಮತ್ತು 2 ಕೆ.ಜಿ 600 ಗ್ರಾಂ ಬೆಳ್ಳಿ ವಸ್ತುಗಳನ್ನು ವಶಪಡಿಸಿಕೊಳ್ಳಲಾಗಿದೆ. ಹಾಗೂ ಆರೋಪಿ ಬಂಧನದಿಂದ ಪರಪ್ಪನ ಅಗ್ರಹಾರ ಠಾಣೆಯ 3 ಪ್ರಕರಣಗಳು ಪತ್ತೆಯಾಗಿವೆ ಎಂದು ಪೊಲೀಸರು ತಿಳಿಸಿದ್ದಾರೆ. — [526, 1038, 686, 1148]
article-text: 26ನೇ ಸಾಲಿನ ಉತ್ತಮ ಶಿಕ್ಷಕಿ ಪ್ರಶಸ್ತಿಗೆ ಭಾಜನರಾಗಿದ್ದಾರೆ. ದೇವದುರ್ಗ ತಾಲೂಕಿನ ಹೂವಿನಹೆಡಗಿ ಶ್ರೀ ಗದ್ದೆಮ್ಮ ಬಸವೇಶ್ವರ ಕಲ್ಯಾಣ — [286, 190, 391, 268]
article-text: ಬೆಂಗಳೂರು,ಜ.16-ಹಲ್ಲಘಟ್ಟಪುರ, ಬನಶಂಕರಿ,ದೇವನಹಳ್ಳಿ ಸಂಚಾರ ಪೊಲೀಸ್ ಠಾಣಾ ವ್ಯಾಪ್ತಿಯಲ್ಲಿ ನಡೆದ ಮೂರು ಪ್ರತ್ಯೇಕ ರಸ್ತೆ ಅಪಘಾತಗಳಲ್ಲಿ ಮಹಿಳೆ ಸೇರಿ ಮೂವರು ಮೃತಪಟ್ಟಿದ್ದಾರೆ. ತಲಘಟ್ಟಪುರದ ನೈಸ್ ರಸ್ತೆಯಲ್ಲಿ ಸಂಭವಿಸಿದ ಅಪಘಾತದಲ್ಲಿ ಬೈಕ್ ಸವಾರ ಮೃತಪಟ್ಟಿದ್ದು, ಬನಶಂಕರಿಯಲ್ಲಿ ವೇಗವಾಗಿ ಬಂದ ವಾಹನ ಡಿಕ್ಕಿ ಹೊಡೆದು ಮಹಿಳೆ ಮೃತಪಟ್ಟಿದ್ದಾರೆ. ದೇವನಹಳ್ಳಿಯಲ್ಲಿ ಕಾರು ಮತ್ತು ಬೈಕ್ ನಡುವೆ ಡಿಕ್ಕಿ ಸಂಭವಿಸಿ ಮತ್ತೊಬ್ಬ ಮೃತಪಟ್ಟಿದ್ದಾರೆ. ಸಂಚಾರ ಪೊಲೀಸರು ಪ್ರಕರಣ ದಾಖಲಿಸಿ ತನಿಖೆ ಕೈಗೊಂಡಿದ್ದಾರೆ. ಮೃತರ ಶವಗಳನ್ನು ಮರಣೋತ್ತರ ಪರೀಕ್ಷೆಗೆ ಕಳುಹಿಸಲಾಗಿದೆ ಎಂದು ಪೊಲೀಸರು ತಿಳಿಸಿದ್ದಾರೆ. — [696, 1062, 1016, 1172]
tinthini-box — [1156, 1608, 1332, 1833]
article-text: ಮಟ್ಟದ ಗುರು ನಮನ, ಶಿಕ್ಷಕರ ದಿನಾಚರಣೆ ಹಾಗೂ ಉತ್ತಮ ಶಿಕ್ಷಕರ ಪ್ರಶಸ್ತಿ ಪ್ರದಾನ ಸಮಾರಂಭದಲ್ಲಿ ಶಾಲಾ ಶಿಕ್ಷಣ ಇಲಾಖೆ ಪ್ರಶಸ್ತಿ ಪ್ರದಾನ ಮಾಡಲಿದೆ.ಈಸಂದರ್ಭದಲ್ಲಿ ಗ್ರಾಮದ ಮುಖಂಡರು ಮತ್ತು ಶಾಲಾಭಿವೃದ್ಧಿ ಸಮಿತಿ ಅಧ್ಯಕ್ಷರಾದ ಮಾನಪ್ಪ ನಾಯಕ ಸೇರಿದಂತೆ ಗ್ರಾಮಸ್ಥರು ಅಭಿನಂದಿಸಿದ್ದಾರೆ. — [268, 382, 518, 460]
photo-caption: ಪುಣ್ಯಸ್ನಾನ ಮಾಡಿ ದೇವರ ದರ್ಶನ ಪಡೆದರು. ನಂತರ ಕಾವು ತಂದ ಎಳ್ಳು ಹೋಳಿಗೆ, ಶೇಂಗಾ ಹೋಳಿಗೆ, ಹಚ್ಚಿದ ಸಜ್ಜೆರೊಟ್ಟಿ, ಬಗೆ ಬಗೆಯ ತರಕಾರಿಗಳಿಂದ ಮಿಶ್ರಿತ — [700, 475, 1175, 499]
logo: ಸಂಜೀವಾಣಿ — [590, 0, 704, 35]
photo-padmavathi — [152, 188, 278, 298]
education-box — [52, 1780, 372, 2020]
funeral-box — [534, 1642, 848, 1810]
headline-afghan: ಔಷಧಿ ಖರೀದಿಸಿದ ಅನುಭವ ಹಂಚಿಕೊಂಡ ಆಫ್ಘಾನ್ ಬ್ಲಾಗರ್ — [1050, 726, 1350, 779]
column-divider — [525, 125, 526, 500]
